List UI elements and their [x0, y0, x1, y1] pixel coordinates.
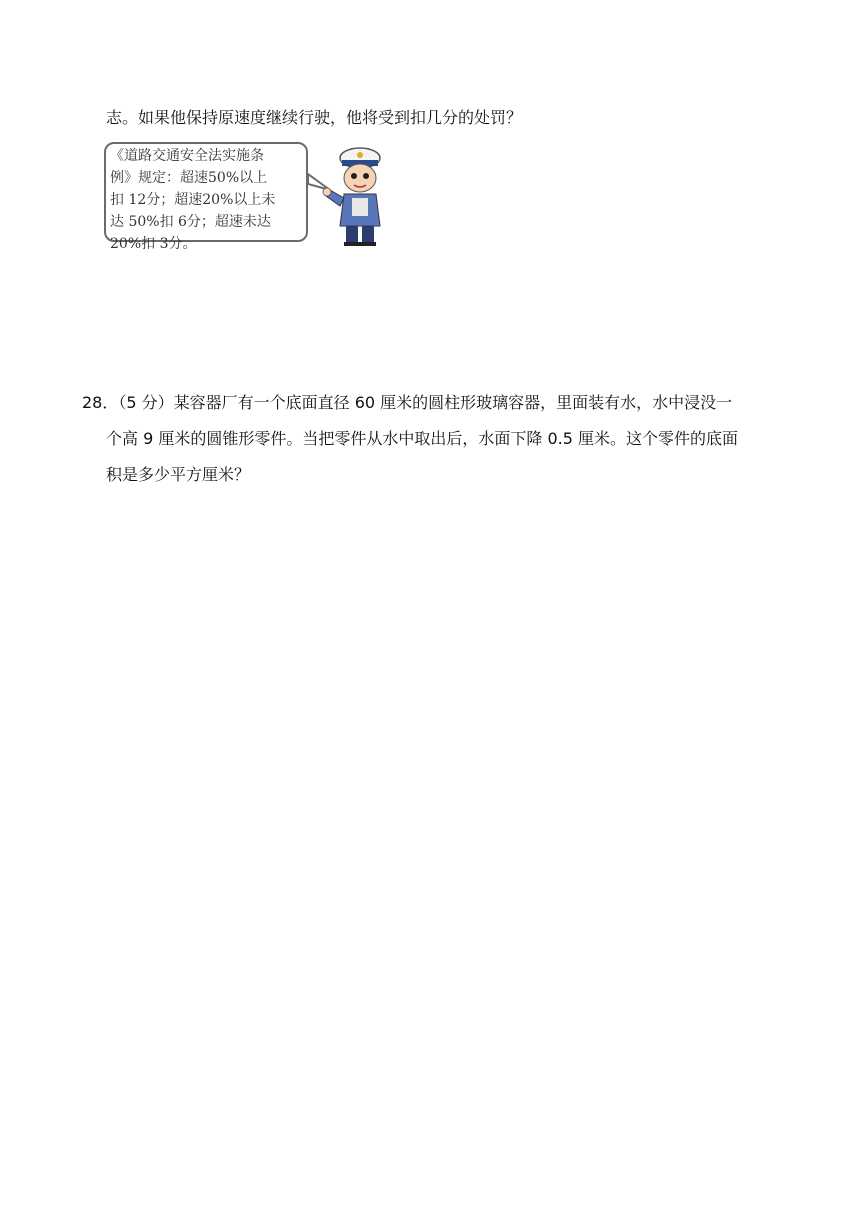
problem-28-line-3: 积是多少平方厘米？ [106, 465, 251, 484]
speech-bubble-text [110, 145, 310, 255]
traffic-police-cartoon-icon [308, 140, 392, 248]
bubble-line: 20%扣 3分。 [110, 236, 197, 252]
bubble-line: 例》规定：超速50%以上 [110, 170, 268, 186]
problem-28-line-2: 个高 9 厘米的圆锥形零件。当把零件从水中取出后，水面下降 0.5 厘米。这个零件的底面 [106, 429, 738, 448]
bubble-line: 《道路交通安全法实施条 [110, 148, 264, 164]
bubble-line: 达 50%扣 6分；超速未达 [110, 214, 271, 230]
bubble-line: 扣 12分；超速20%以上未 [110, 192, 276, 208]
problem-28-line-1: 28．（5 分）某容器厂有一个底面直径 60 厘米的圆柱形玻璃容器，里面装有水，水中浸没一 [82, 393, 733, 412]
problem-27-continuation: 志。如果他保持原速度继续行驶，他将受到扣几分的处罚？ [106, 108, 523, 127]
